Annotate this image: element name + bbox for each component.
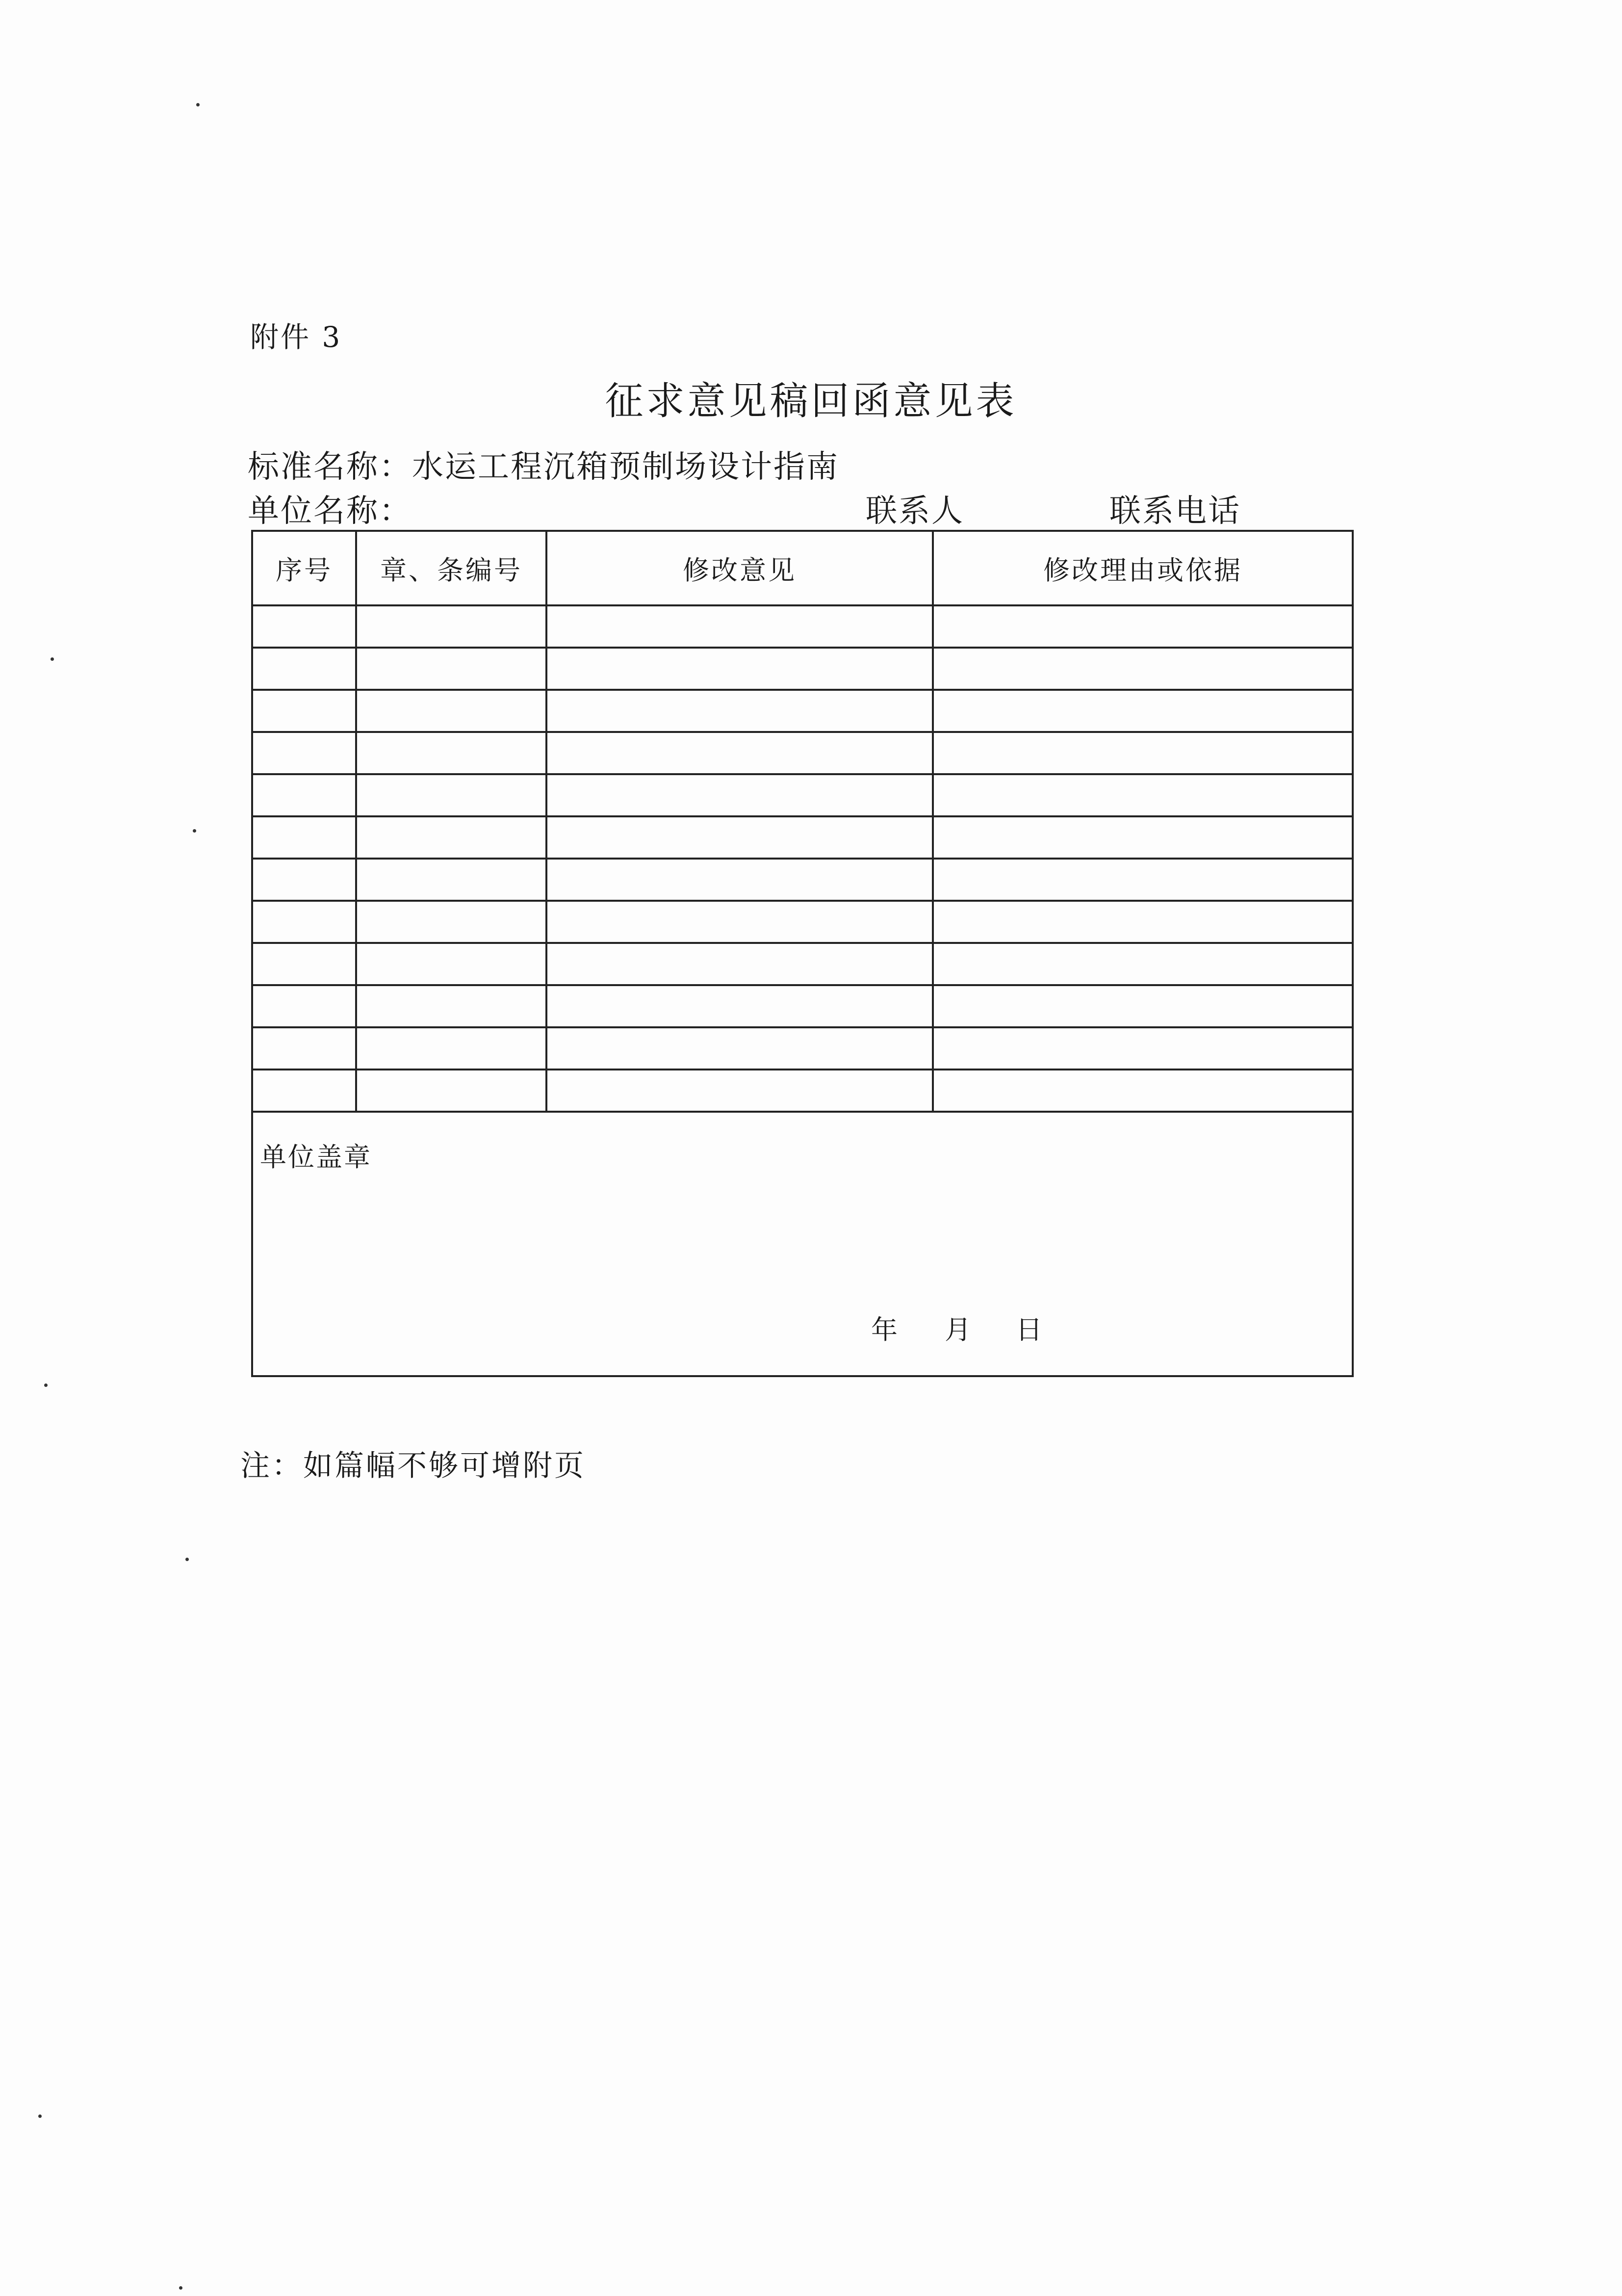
table-cell[interactable] xyxy=(933,732,1353,774)
table-cell[interactable] xyxy=(546,648,933,690)
seal-label: 单位盖章 xyxy=(260,1142,372,1173)
table-cell[interactable] xyxy=(252,1027,356,1070)
table-cell[interactable] xyxy=(933,943,1353,985)
table-row xyxy=(252,648,1353,690)
table-cell[interactable] xyxy=(356,901,546,943)
table-row xyxy=(252,1070,1353,1112)
table-row xyxy=(252,1027,1353,1070)
opinion-table xyxy=(251,530,1354,1377)
month-label: 月 xyxy=(945,1314,971,1345)
scan-speck xyxy=(193,829,196,833)
table-row xyxy=(252,901,1353,943)
seal-row xyxy=(252,1112,1353,1376)
header-serial-number: 序号 xyxy=(252,531,356,605)
table-cell[interactable] xyxy=(933,901,1353,943)
table-cell[interactable] xyxy=(252,985,356,1027)
table-cell[interactable] xyxy=(252,859,356,901)
table-cell[interactable] xyxy=(933,1027,1353,1070)
table-cell[interactable] xyxy=(252,816,356,859)
table-row xyxy=(252,774,1353,816)
table-cell[interactable] xyxy=(356,1027,546,1070)
table-row xyxy=(252,816,1353,859)
table-cell[interactable] xyxy=(546,605,933,648)
table-cell[interactable] xyxy=(356,816,546,859)
standard-name-value: 水运工程沉箱预制场设计指南 xyxy=(412,449,839,485)
table-cell[interactable] xyxy=(933,774,1353,816)
table-cell[interactable] xyxy=(546,1027,933,1070)
table-cell[interactable] xyxy=(356,985,546,1027)
form-title: 征求意见稿回函意见表 xyxy=(605,379,1017,423)
scan-speck xyxy=(51,657,54,661)
contact-person-label: 联系人 xyxy=(866,493,964,529)
table-cell[interactable] xyxy=(252,605,356,648)
table-row xyxy=(252,605,1353,648)
standard-name-label: 标准名称： xyxy=(248,449,412,485)
table-cell[interactable] xyxy=(546,690,933,732)
table-cell[interactable] xyxy=(252,648,356,690)
table-row xyxy=(252,943,1353,985)
header-revision-opinion: 修改意见 xyxy=(546,531,933,605)
table-cell[interactable] xyxy=(546,732,933,774)
seal-area[interactable] xyxy=(252,1112,1353,1376)
scan-speck xyxy=(38,2114,42,2118)
table-cell[interactable] xyxy=(356,605,546,648)
table-cell[interactable] xyxy=(546,943,933,985)
standard-name-line xyxy=(248,442,839,487)
scan-speck xyxy=(179,2286,182,2290)
table-cell[interactable] xyxy=(252,1070,356,1112)
table-cell[interactable] xyxy=(546,774,933,816)
table-cell[interactable] xyxy=(356,943,546,985)
table-row xyxy=(252,985,1353,1027)
table-cell[interactable] xyxy=(252,774,356,816)
table-cell[interactable] xyxy=(356,648,546,690)
table-row xyxy=(252,690,1353,732)
table-cell[interactable] xyxy=(546,901,933,943)
table-cell[interactable] xyxy=(356,774,546,816)
table-cell[interactable] xyxy=(252,690,356,732)
table-cell[interactable] xyxy=(546,1070,933,1112)
table-cell[interactable] xyxy=(356,1070,546,1112)
table-cell[interactable] xyxy=(933,648,1353,690)
unit-name-label: 单位名称： xyxy=(248,493,412,529)
attachment-label: 附件 3 xyxy=(250,320,342,354)
table-cell[interactable] xyxy=(252,943,356,985)
table-header-row xyxy=(252,531,1353,605)
table-cell[interactable] xyxy=(933,605,1353,648)
table-cell[interactable] xyxy=(356,859,546,901)
scan-speck xyxy=(185,1558,189,1561)
header-revision-reason: 修改理由或依据 xyxy=(933,531,1353,605)
table-cell[interactable] xyxy=(933,816,1353,859)
year-label: 年 xyxy=(871,1314,898,1345)
table-cell[interactable] xyxy=(252,901,356,943)
date-line xyxy=(871,1309,1042,1347)
table-cell[interactable] xyxy=(933,690,1353,732)
scan-speck xyxy=(196,103,200,106)
table-cell[interactable] xyxy=(356,732,546,774)
table-cell[interactable] xyxy=(546,985,933,1027)
contact-phone-label: 联系电话 xyxy=(1109,493,1241,529)
table-cell[interactable] xyxy=(546,816,933,859)
scan-speck xyxy=(44,1383,48,1387)
table-cell[interactable] xyxy=(933,859,1353,901)
table-cell[interactable] xyxy=(933,1070,1353,1112)
table-cell[interactable] xyxy=(252,732,356,774)
header-clause-number: 章、条编号 xyxy=(356,531,546,605)
table-cell[interactable] xyxy=(546,859,933,901)
day-label: 日 xyxy=(1016,1314,1042,1345)
table-cell[interactable] xyxy=(933,985,1353,1027)
table-row xyxy=(252,732,1353,774)
table-row xyxy=(252,859,1353,901)
table-cell[interactable] xyxy=(356,690,546,732)
footnote: 注：如篇幅不够可增附页 xyxy=(240,1449,586,1483)
